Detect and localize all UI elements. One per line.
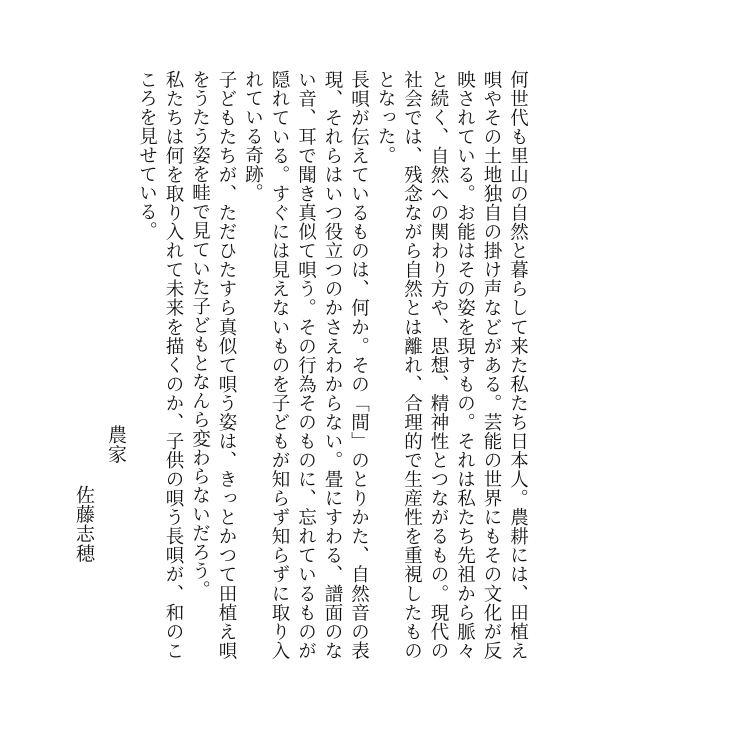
author-name: 佐藤志穂 (73, 485, 95, 563)
paragraph-3: 子どもたちが、ただひたすら真似て唄う姿は、きっとかつて田植え唄をうたう姿を畦で見ていた子どもとなんら変わらないだろう。 (189, 70, 237, 660)
essay-body (133, 70, 531, 660)
author-role: 農家 (105, 425, 127, 464)
paragraph-1: 何世代も里山の自然と暮らして来た私たち日本人。農耕には、田植え唄やその土地独自の掛け声などがある。芸能の世界にもその文化が反映されている。お能はその姿を現すもの。それは私たち先祖から脈々と続く、自然への関わり方や、思想、精神性とつながるもの。現代の社会では、残念ながら自然とは離れ、合理的で生産性を重視したものとなった。 (375, 70, 529, 660)
author-credit (68, 425, 132, 625)
paragraph-4: 私たちは何を取り入れて未来を描くのか、子供の唄う長唄が、和のこころを見せている。 (136, 70, 184, 660)
paragraph-2: 長唄が伝えているものは、何か。その「間」のとりかた、自然音の表現、それらはいつ役立つのかさえわからない。畳にすわる、譜面のない音、耳で聞き真似て唄う。その行為そのものに、忘れているものが隠れている。すぐには見えないものを子どもが知らず知らずに取り入れている奇跡。 (242, 70, 370, 660)
